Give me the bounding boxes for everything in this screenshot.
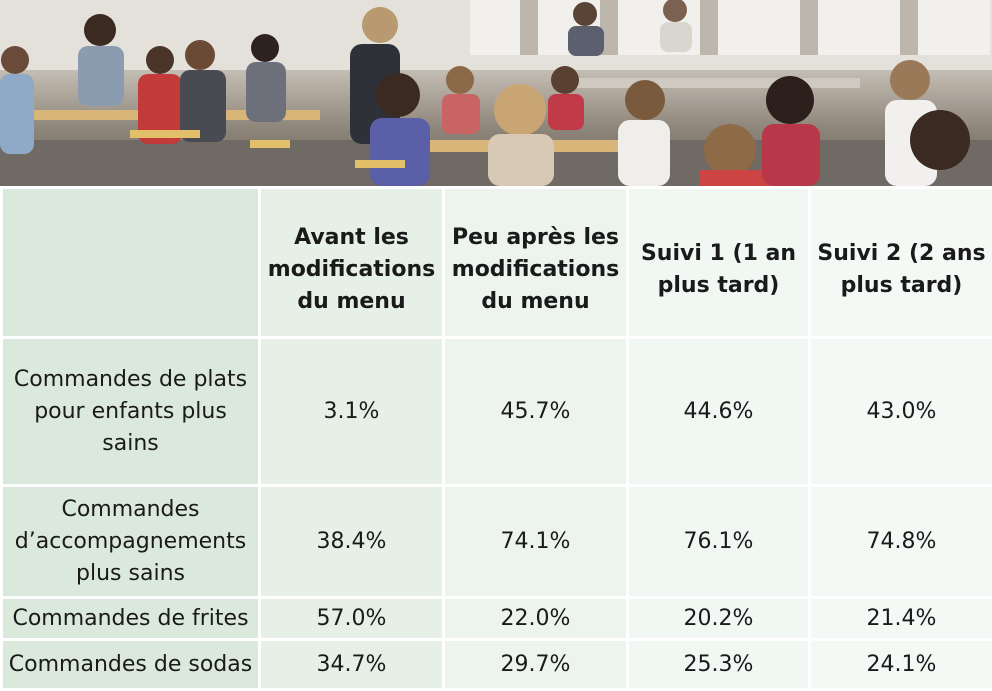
table-cell: 3.1% — [260, 338, 444, 486]
table-row — [2, 598, 992, 640]
table-cell: 45.7% — [444, 338, 628, 486]
table-row — [2, 640, 992, 690]
table-cell: 29.7% — [444, 640, 628, 690]
table-cell: 74.8% — [810, 486, 992, 598]
table-cell: 24.1% — [810, 640, 992, 690]
table-cell: 76.1% — [628, 486, 810, 598]
table-cell: 43.0% — [810, 338, 992, 486]
table-cell: 25.3% — [628, 640, 810, 690]
table-cell: 38.4% — [260, 486, 444, 598]
header-before: Avant les modifications du menu — [260, 188, 444, 338]
header-followup-2: Suivi 2 (2 ans plus tard) — [810, 188, 992, 338]
header-row — [2, 188, 992, 338]
table-cell: 22.0% — [444, 598, 628, 640]
table-row — [2, 486, 992, 598]
results-table — [0, 186, 992, 691]
cafeteria-photo — [0, 0, 992, 186]
row-label: Commandes de plats pour enfants plus sains — [2, 338, 260, 486]
table-cell: 20.2% — [628, 598, 810, 640]
header-followup-1: Suivi 1 (1 an plus tard) — [628, 188, 810, 338]
row-label: Commandes de frites — [2, 598, 260, 640]
table-cell: 21.4% — [810, 598, 992, 640]
row-label: Commandes de sodas — [2, 640, 260, 690]
table-cell: 44.6% — [628, 338, 810, 486]
table-cell: 34.7% — [260, 640, 444, 690]
table-cell: 57.0% — [260, 598, 444, 640]
header-corner — [2, 188, 260, 338]
header-soon-after: Peu après les modifications du menu — [444, 188, 628, 338]
row-label: Commandes d’accompagnements plus sains — [2, 486, 260, 598]
table-cell: 74.1% — [444, 486, 628, 598]
cafeteria-children-photo-icon — [0, 0, 992, 186]
table-row — [2, 338, 992, 486]
